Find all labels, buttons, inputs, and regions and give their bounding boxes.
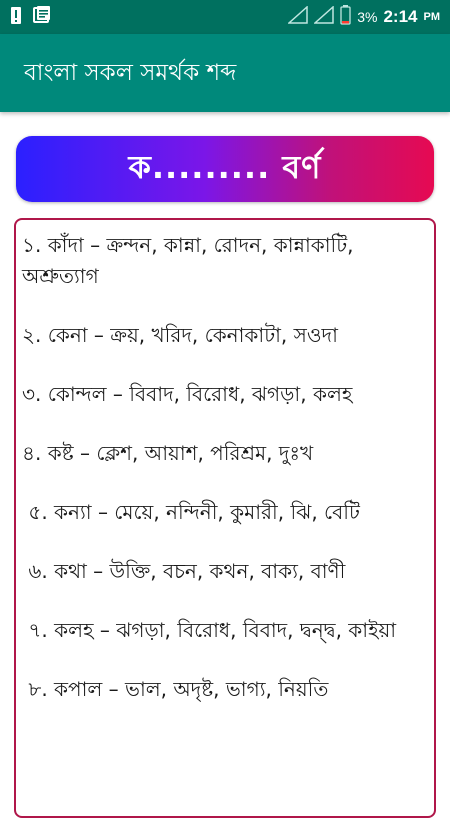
list-item: ৫. কন্যা – মেয়ে, নন্দিনী, কুমারী, ঝি, বেটি [22, 500, 360, 524]
synonym-list [16, 220, 434, 705]
status-left [10, 5, 52, 29]
list-item: ৩. কোন্দল – বিবাদ, বিরোধ, ঝগড়া, কলহ [22, 382, 353, 406]
app-title: বাংলা সকল সমর্থক শব্দ [24, 59, 237, 86]
wifi-icon [288, 6, 308, 28]
alert-icon [10, 5, 22, 29]
list-item: ৭. কলহ – ঝগড়া, বিরোধ, বিবাদ, দ্বন্দ্ব, কাইয়া [22, 618, 397, 642]
letter-heading-label: ক......... বর্ণ [128, 148, 322, 186]
battery-icon [340, 5, 351, 29]
list-item: ৪. কষ্ট – ক্লেশ, আয়াশ, পরিশ্রম, দুঃখ [22, 441, 314, 465]
notes-icon [32, 5, 52, 29]
list-item: ৬. কথা – উক্তি, বচন, কথন, বাক্য, বাণী [22, 559, 346, 583]
list-item: ১. কাঁদা – ক্রন্দন, কান্না, রোদন, কান্নাকাটি, অশ্রুত্যাগ [22, 233, 360, 288]
status-bar [0, 0, 450, 34]
list-item: ৮. কপাল – ভাল, অদৃষ্ট, ভাগ্য, নিয়তি [22, 677, 329, 701]
app-bar [0, 34, 450, 112]
clock-ampm: PM [423, 11, 440, 23]
letter-heading-banner [16, 136, 434, 202]
list-item: ২. কেনা – ক্রয়, খরিদ, কেনাকাটা, সওদা [22, 323, 338, 347]
signal-icon [314, 6, 334, 28]
clock-time: 2:14 [383, 7, 418, 26]
battery-percent: 3% [357, 9, 378, 25]
status-right [288, 5, 440, 29]
synonym-list-card[interactable] [14, 218, 436, 818]
